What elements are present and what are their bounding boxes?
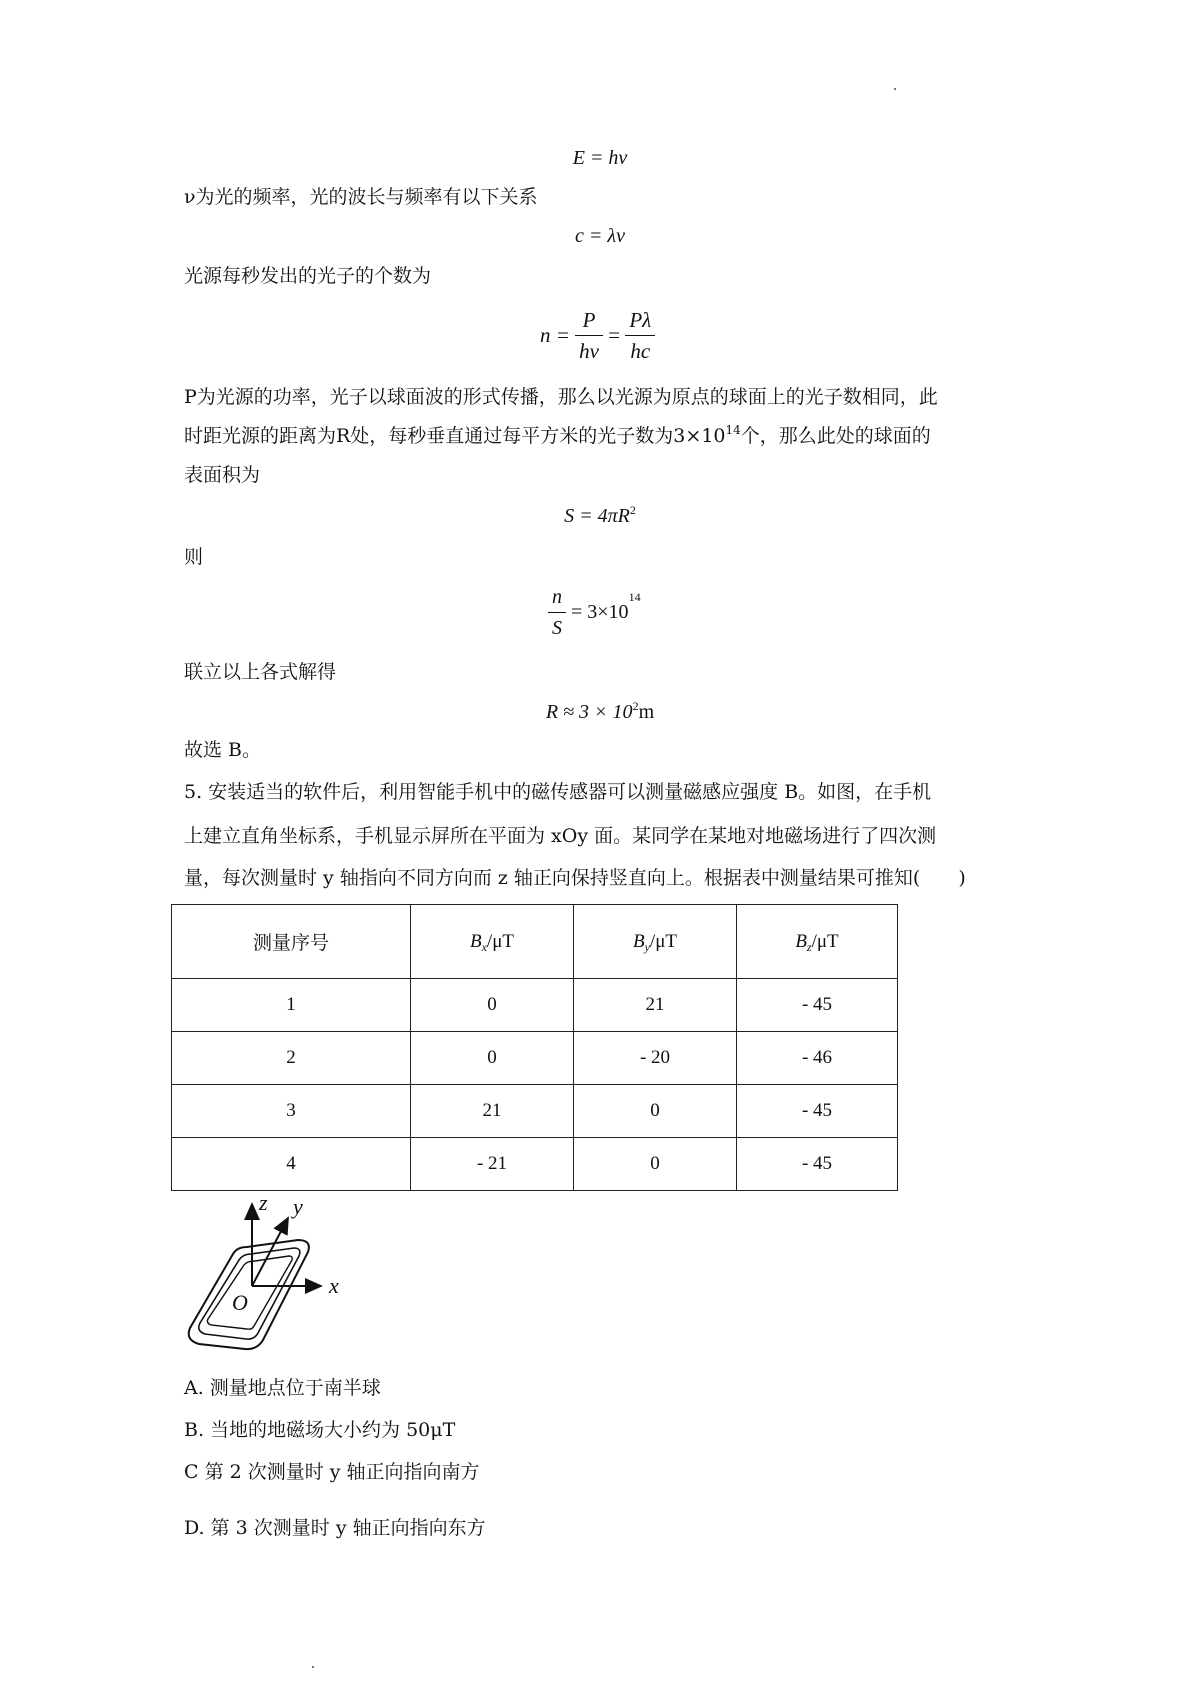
cell-bz: - 45 <box>737 1085 898 1138</box>
option-d: D. 第 3 次测量时 y 轴正向指向东方 <box>184 1517 486 1539</box>
table-row <box>172 1138 898 1191</box>
fraction-1-denominator: hν <box>579 339 599 363</box>
question-line-2: 上建立直角坐标系，手机显示屏所在平面为 xOy 面。某同学在某地对地磁场进行了四次测 <box>184 825 937 847</box>
cell-seq: 1 <box>172 979 411 1032</box>
cell-seq: 2 <box>172 1032 411 1085</box>
text-then: 则 <box>184 546 204 568</box>
scan-speck-top <box>894 88 896 90</box>
cell-bx: 0 <box>411 1032 574 1085</box>
table-row <box>172 1085 898 1138</box>
equation-result: $R \approx 3 \times 10^2m$ <box>545 699 655 723</box>
table-row <box>172 979 898 1032</box>
ratio-numerator: n <box>548 582 566 613</box>
cell-bx: - 21 <box>411 1138 574 1191</box>
header-bz: $B_z/\mu T$ <box>737 905 898 979</box>
equation-ratio: $\frac{n}{S}$ = $3\times 10^{14}$ <box>548 582 641 643</box>
label-y: y <box>293 1194 303 1219</box>
cell-bz: - 45 <box>737 979 898 1032</box>
label-z: z <box>259 1190 268 1215</box>
equation-energy: E = hν <box>572 147 628 169</box>
cell-seq: 4 <box>172 1138 411 1191</box>
equation-photon-count: n = $\frac{P}{h\nu}$ = $\frac{P\lambda}{hc}$ <box>540 305 655 366</box>
text-answer: 故选 B。 <box>184 739 262 761</box>
cell-bz: - 45 <box>737 1138 898 1191</box>
ratio-denominator: S <box>552 617 562 639</box>
measurement-table <box>171 904 898 1191</box>
option-a: A. 测量地点位于南半球 <box>184 1377 381 1399</box>
equation-wave: c = λν <box>575 225 625 247</box>
question-line-3: 量，每次测量时 y 轴指向不同方向而 z 轴正向保持竖直向上。根据表中测量结果可推知( ) <box>184 867 966 889</box>
question-line-1: 5. 安装适当的软件后，利用智能手机中的磁传感器可以测量磁感应强度 B。如图，在手机 <box>184 781 932 803</box>
label-x: x <box>329 1273 339 1298</box>
fraction-2-numerator: Pλ <box>625 305 655 336</box>
cell-bx: 21 <box>411 1085 574 1138</box>
table-row <box>172 1032 898 1085</box>
option-b: B. 当地的地磁场大小约为 50μT <box>184 1419 456 1441</box>
cell-by: 0 <box>574 1085 737 1138</box>
cell-bx: 0 <box>411 979 574 1032</box>
cell-seq: 3 <box>172 1085 411 1138</box>
paragraph-power-line-2: 时距光源的距离为R处，每秒垂直通过每平方米的光子数为$3\times 10^{14}$个，那么此处的球面的 <box>184 423 931 447</box>
cell-bz: - 46 <box>737 1032 898 1085</box>
cell-by: - 20 <box>574 1032 737 1085</box>
phone-axes-figure <box>175 1190 360 1370</box>
cell-by: 0 <box>574 1138 737 1191</box>
header-by: $B_y/\mu T$ <box>574 905 737 979</box>
header-seq: 测量序号 <box>172 905 411 979</box>
paragraph-power-line-3: 表面积为 <box>184 464 261 486</box>
text-photons-per-second: 光源每秒发出的光子的个数为 <box>184 265 432 287</box>
equation-sphere-area: $S = 4\pi R^2$ <box>564 503 636 527</box>
table-header-row <box>172 905 898 979</box>
paragraph-power-line-1: P为光源的功率，光子以球面波的形式传播，那么以光源为原点的球面上的光子数相同，此 <box>184 386 938 408</box>
label-origin: O <box>232 1290 248 1315</box>
text-combine: 联立以上各式解得 <box>184 661 337 683</box>
text-frequency: ν为光的频率，光的波长与频率有以下关系 <box>184 186 538 208</box>
scan-speck-bottom <box>312 1666 314 1668</box>
fraction-2-denominator: hc <box>630 339 651 363</box>
option-c: C 第 2 次测量时 y 轴正向指向南方 <box>184 1461 480 1483</box>
cell-by: 21 <box>574 979 737 1032</box>
fraction-1-numerator: P <box>575 305 603 336</box>
header-bx: $B_x/\mu T$ <box>411 905 574 979</box>
